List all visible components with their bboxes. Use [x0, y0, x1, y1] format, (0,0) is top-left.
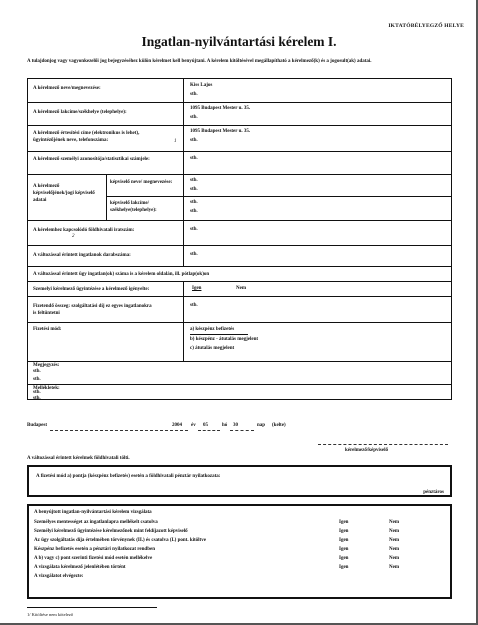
- main-form: [27, 78, 452, 400]
- cashier-sign: pénztáros: [423, 490, 444, 495]
- sign-day[interactable]: 30: [233, 423, 238, 428]
- sign-month[interactable]: 05: [203, 423, 208, 428]
- rep-address-value-2[interactable]: stb.: [190, 209, 198, 214]
- payment-option-a[interactable]: a) készpénz befizetés: [190, 325, 248, 335]
- sign-year[interactable]: 2004: [172, 423, 182, 428]
- check-item-3-yes[interactable]: Igen: [339, 538, 349, 543]
- applicant-address-value[interactable]: 1095 Budapest Mester u. 35.: [190, 106, 251, 111]
- check-item-2: Személyi kérelmező ügyintézése kérelmezőnek mint feldíjazott képviselő: [34, 529, 188, 534]
- rep-address-label: képviselő lakcíme/ székhelye(telephelye):: [110, 201, 157, 213]
- personal-admin-yes[interactable]: Igen: [192, 286, 202, 291]
- personal-admin-no[interactable]: Nem: [236, 286, 246, 291]
- file-number-value[interactable]: stb.: [190, 227, 198, 232]
- file-number-label: A kérelemhez kapcsolódó földhivatali iratszám:: [33, 228, 135, 233]
- fee-label: Fizetendő összeg: szolgáltatási díj ez egyes ingatlanokra is feltüntetni: [33, 304, 152, 316]
- checklist-title: A benyújtott ingatlan-nyilvántartási kérelem vizsgálata: [34, 510, 152, 515]
- rep-name-value-2[interactable]: stb.: [190, 187, 198, 192]
- attachments-line-1[interactable]: stb.: [33, 390, 41, 395]
- check-item-6-no[interactable]: Nem: [389, 565, 399, 570]
- rep-address-value-1[interactable]: stb.: [190, 200, 198, 205]
- attachments-line-2[interactable]: stb.: [33, 396, 41, 401]
- applicant-name-etc[interactable]: stb.: [190, 92, 198, 97]
- check-item-4-yes[interactable]: Igen: [339, 547, 349, 552]
- payment-option-c[interactable]: c) átutalás megjelent: [190, 346, 235, 351]
- sign-month-suffix: hó: [222, 423, 228, 428]
- footnote-mark-2: 2: [72, 234, 75, 239]
- check-item-5-yes[interactable]: Igen: [339, 556, 349, 561]
- applicant-name-label: A kérelmező neve/megnevezése:: [33, 86, 101, 91]
- check-item-4-no[interactable]: Nem: [389, 547, 399, 552]
- cashier-box-text: A fizetési mód a) pontja (készpénz befizetés) esetén a földhivatali pénztár nyilatkozata:: [36, 474, 221, 479]
- applicant-name-value[interactable]: Kiss Lajos: [190, 83, 213, 88]
- checklist-signer: A vizsgálatot elvégezte:: [34, 574, 84, 579]
- rep-group-label: A kérelmező képviselőjének/jogi képviselő adatai: [33, 184, 95, 203]
- check-item-2-yes[interactable]: Igen: [339, 529, 349, 534]
- personal-admin-label: Szemelyi kérelmező ügyintézése a kérelmező igényelte:: [33, 287, 150, 292]
- intro-text: A tulajdonjog vagy vagyonkezelői jog bejegyzéséhez külön kérelmet kell benyújtani. A kérelem kitöltésével megállapítható a kérelmező(k) és a jogosult(ak) adatai.: [27, 59, 372, 64]
- footnote-rule: [27, 607, 157, 608]
- cashier-box: [27, 465, 452, 497]
- notify-address-value[interactable]: 1095 Budapest Mester u. 35.: [190, 129, 251, 134]
- check-item-6-yes[interactable]: Igen: [339, 565, 349, 570]
- stamp-label: IKTATÓBÉLYEGZŐ HELYE: [388, 23, 464, 29]
- sign-year-suffix: év: [191, 423, 196, 428]
- check-item-3: Az ügy szolgáltatás díja értelmében törvénynek (II.) és csatolva (I.) pont. kitöltve: [34, 538, 206, 543]
- notify-address-label: A kérelmező értesítési címe (elektronikus is lehet), ügyintézőjének neve, telefonszáma:: [33, 131, 140, 143]
- check-item-1-yes[interactable]: Igen: [339, 520, 349, 525]
- property-count-label: A változással érintett ingatlanok darabszáma:: [33, 253, 131, 258]
- payment-label: Fizetési mód:: [33, 327, 62, 332]
- check-item-1: Személyes mentességet az ingatlanlapra mellékelt csatolva: [34, 520, 158, 525]
- rep-name-label: képviselő neve/ megnevezése:: [110, 180, 173, 185]
- payment-option-b[interactable]: b) készpénz - átutalás megjelent: [190, 337, 259, 342]
- check-item-5: A b) vagy c) pont szerinti fizetési mód esetén mellékelve: [34, 556, 153, 561]
- check-item-4: Készpénz befizetés esetén a pénztári nyilatkozat rendben: [34, 547, 155, 552]
- sign-day-note: (kelte): [272, 423, 286, 428]
- notify-address-etc[interactable]: stb.: [190, 138, 198, 143]
- property-count-value[interactable]: stb.: [190, 252, 198, 257]
- fee-value[interactable]: stb.: [190, 303, 198, 308]
- check-item-1-no[interactable]: Nem: [389, 520, 399, 525]
- check-item-6: A vizsgálata kérelmező jelenlétében történt: [34, 565, 126, 570]
- footnote-text: 1/ Kitöltése nem kötelező: [27, 612, 74, 617]
- check-item-3-no[interactable]: Nem: [389, 538, 399, 543]
- page-title: Ingatlan-nyilvántartási kérelem I.: [141, 34, 337, 49]
- office-heading: A változással érintett kérelmek földhivatali tölti.: [27, 456, 130, 461]
- applicant-id-value[interactable]: stb.: [190, 156, 198, 161]
- applicant-address-etc[interactable]: stb.: [190, 115, 198, 120]
- sign-day-suffix: nap: [257, 423, 266, 428]
- checklist-box: [27, 504, 452, 599]
- signature-caption: kérelmező/képviselő: [345, 448, 388, 453]
- remarks-line-2[interactable]: stb.: [33, 377, 41, 382]
- remarks-label: Megjegyzés:: [33, 363, 60, 368]
- footnote-mark-1: 1: [174, 139, 177, 144]
- section-header: A változással érintett ügy ingatlan(ok) száma is a kérelem oldalán, ill. pótlap(ok)on: [33, 272, 210, 277]
- applicant-address-label: A kérelmező lakcíme/székhelye (telephelye):: [33, 110, 127, 115]
- check-item-2-no[interactable]: Nem: [389, 529, 399, 534]
- check-item-5-no[interactable]: Nem: [389, 556, 399, 561]
- rep-name-value-1[interactable]: stb.: [190, 178, 198, 183]
- sign-city: Budapest: [27, 423, 48, 428]
- applicant-id-label: A kérelmező személyi azonosítója/statisztikai számjele:: [33, 157, 150, 162]
- attachments-label: Mellékletek:: [33, 386, 60, 391]
- remarks-line-1[interactable]: stb.: [33, 369, 41, 374]
